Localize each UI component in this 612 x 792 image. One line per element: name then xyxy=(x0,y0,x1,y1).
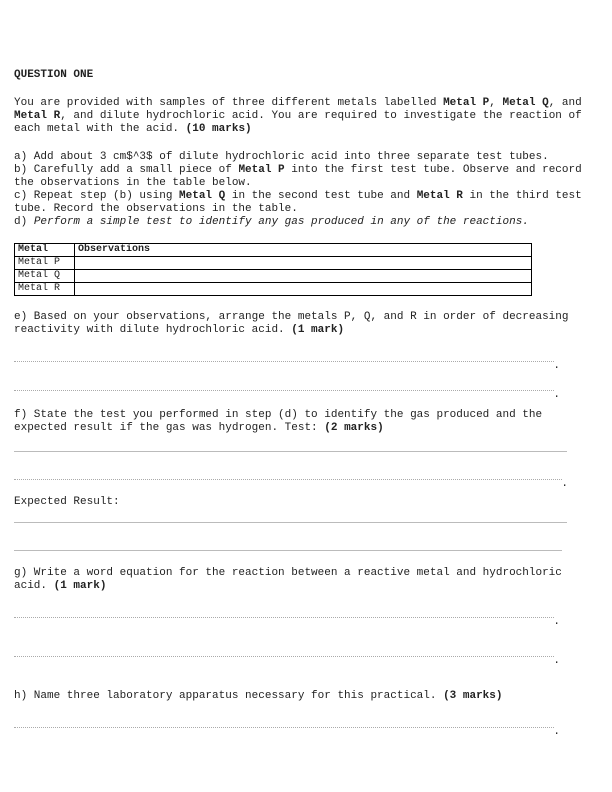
answer-line[interactable] xyxy=(14,360,560,372)
question-intro xyxy=(14,97,594,136)
question-e-marks: (1 mark) xyxy=(291,324,345,336)
answer-line[interactable] xyxy=(14,450,567,452)
answer-line[interactable] xyxy=(14,655,560,667)
observation-cell[interactable] xyxy=(75,257,532,270)
step-c-text: in the second test tube and xyxy=(225,190,417,202)
step-c-text: in the third test tube. Record the observations in the table. xyxy=(14,190,582,215)
question-h xyxy=(14,690,594,703)
observations-table xyxy=(14,243,532,296)
step-d-text: Perform a simple test to identify any gas produced in any of the reactions. xyxy=(33,216,529,228)
answer-line[interactable] xyxy=(14,389,560,401)
answer-line[interactable] xyxy=(14,478,568,490)
question-h-text: h) Name three laboratory apparatus necessary for this practical. xyxy=(14,690,444,702)
question-e xyxy=(14,311,594,337)
answer-line[interactable] xyxy=(14,726,560,738)
line-end-dot: . xyxy=(561,478,568,490)
answer-line[interactable] xyxy=(14,616,560,628)
column-header-metal: Metal xyxy=(15,244,75,257)
step-b xyxy=(14,164,594,190)
intro-metal-p: Metal P xyxy=(443,97,490,109)
line-end-dot: . xyxy=(553,389,560,401)
question-f-text: f) State the test you performed in step (d) to identify the gas produced and the expected result if the gas was hydrogen. Test: xyxy=(14,409,543,434)
step-b-metal: Metal P xyxy=(238,164,285,176)
metal-cell: Metal Q xyxy=(15,270,75,283)
question-e-text: e) Based on your observations, arrange the metals P, Q, and R in order of decreasing reactivity with dilute hydrochloric acid. xyxy=(14,311,569,336)
step-c-metal-r: Metal R xyxy=(416,190,463,202)
table-row xyxy=(15,257,532,270)
step-d xyxy=(14,216,594,229)
question-f xyxy=(14,409,594,435)
line-end-dot: . xyxy=(553,726,560,738)
question-h-marks: (3 marks) xyxy=(443,690,503,702)
column-header-observations: Observations xyxy=(75,244,532,257)
intro-text: , and dilute hydrochloric acid. You are required to investigate the reaction of each metal with the acid. xyxy=(14,110,582,135)
observation-cell[interactable] xyxy=(75,283,532,296)
step-a: a) Add about 3 cm$^3$ of dilute hydrochloric acid into three separate test tubes. xyxy=(14,151,549,163)
step-d-label: d) xyxy=(14,216,34,228)
intro-text: , and xyxy=(548,97,582,109)
intro-metal-q: Metal Q xyxy=(502,97,549,109)
observation-cell[interactable] xyxy=(75,270,532,283)
line-end-dot: . xyxy=(553,616,560,628)
answer-line[interactable] xyxy=(14,549,562,551)
line-end-dot: . xyxy=(553,360,560,372)
question-f-marks: (2 marks) xyxy=(324,422,384,434)
expected-result-label: Expected Result: xyxy=(14,496,120,508)
intro-marks: (10 marks) xyxy=(185,123,252,135)
question-g-marks: (1 mark) xyxy=(53,580,107,592)
table-row xyxy=(15,283,532,296)
intro-text: , xyxy=(489,97,503,109)
step-c xyxy=(14,190,594,216)
step-c-metal-q: Metal Q xyxy=(179,190,226,202)
line-end-dot: . xyxy=(553,655,560,667)
table-row xyxy=(15,270,532,283)
worksheet xyxy=(14,69,594,738)
question-g-text: g) Write a word equation for the reaction between a reactive metal and hydrochloric acid. xyxy=(14,567,562,592)
metal-cell: Metal P xyxy=(15,257,75,270)
intro-text: You are provided with samples of three different metals labelled xyxy=(14,97,444,109)
step-b-text: into the first test tube. Observe and record the observations in the table below. xyxy=(14,164,582,189)
step-b-text: b) Carefully add a small piece of xyxy=(14,164,239,176)
step-c-text: c) Repeat step (b) using xyxy=(14,190,180,202)
intro-metal-r: Metal R xyxy=(14,110,61,122)
question-g xyxy=(14,567,594,593)
metal-cell: Metal R xyxy=(15,283,75,296)
question-heading: QUESTION ONE xyxy=(14,69,94,81)
table-header-row xyxy=(15,244,532,257)
answer-line[interactable] xyxy=(14,521,567,523)
